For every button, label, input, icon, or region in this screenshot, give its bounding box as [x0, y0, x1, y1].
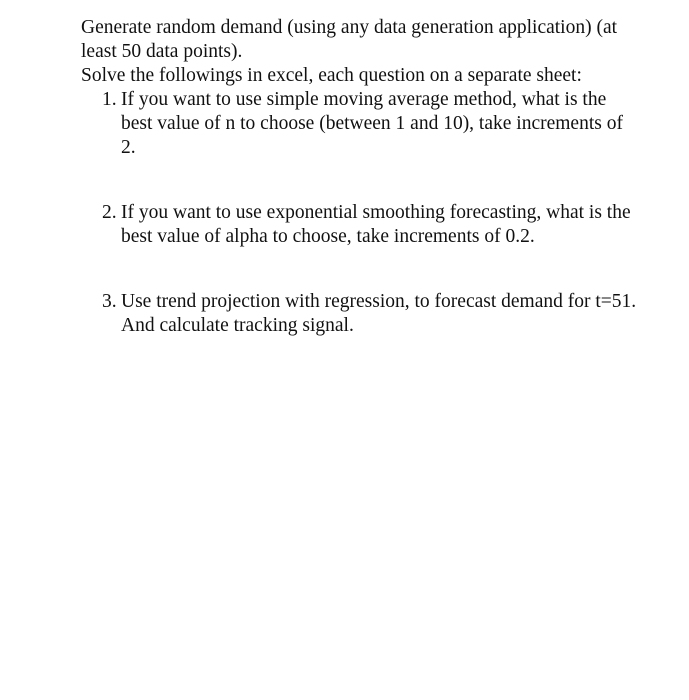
- question-text: If you want to use simple moving average method, what is the best value of n to choose (between 1 and 10), take increments of 2.: [121, 89, 623, 158]
- question-2: [81, 201, 641, 249]
- intro-task: Solve the followings in excel, each question on a separate sheet:: [81, 65, 582, 86]
- question-3: [81, 290, 641, 338]
- question-number: 3.: [102, 291, 117, 312]
- intro: [81, 16, 641, 88]
- question-text: If you want to use exponential smoothing forecasting, what is the best value of alpha to choose, take increments of 0.2.: [121, 202, 631, 247]
- question-number: 2.: [102, 202, 117, 223]
- question-text: Use trend projection with regression, to forecast demand for t=51. And calculate tracking signal.: [121, 291, 637, 336]
- question-1: [81, 88, 641, 160]
- intro-instruction: Generate random demand (using any data generation application) (at least 50 data points).: [81, 17, 618, 62]
- question-list: [81, 88, 641, 338]
- document-body: [81, 16, 641, 338]
- question-number: 1.: [102, 89, 117, 110]
